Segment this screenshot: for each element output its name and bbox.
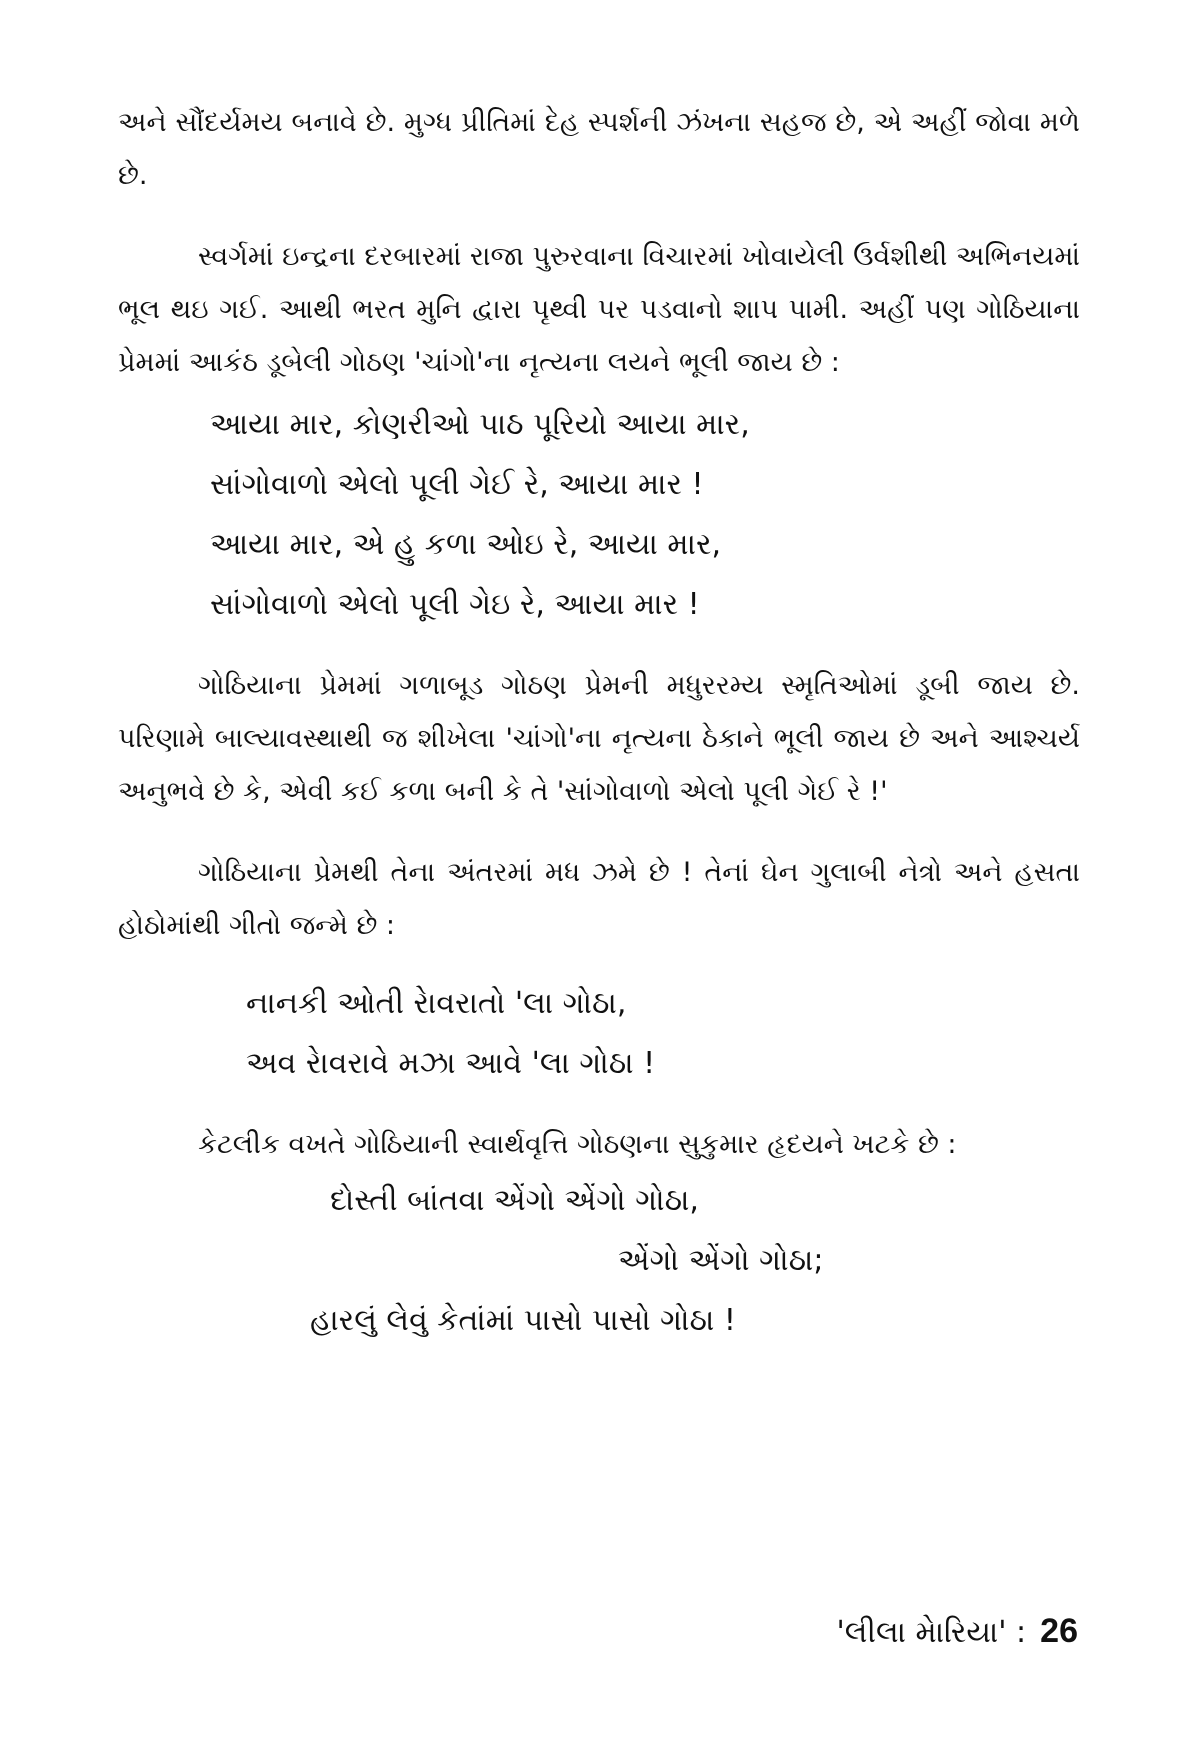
paragraph-4: ગોઠિયાના પ્રેમથી તેના અંતરમાં મધ ઝમે છે ! તેનાં ઘેન ગુલાબી નેત્રો અને હસતા હોઠોમાંથી ગીતો જન્મે છે : [118, 857, 1080, 941]
verse-block-2 [246, 974, 1080, 1094]
verse-line: નાનકી ઓતી રેાવરાતો 'લા ગોઠા, [246, 986, 627, 1021]
document-page [118, 96, 1080, 1351]
page-number: 26 [1040, 1612, 1078, 1650]
verse-block-1 [210, 395, 1080, 635]
spacer [118, 635, 1080, 659]
verse-line: આયા માર, કોણરીઓ પાઠ પૂરિયો આયા માર, [210, 407, 750, 442]
paragraph-1: અને સૌંદર્યમય બનાવે છે. મુગ્ધ પ્રીતિમાં દેહ સ્પર્શની ઝંખના સહજ છે, એ અહીં જોવા મળે છે. [118, 107, 1080, 191]
verse-line: એંગો એંગો ગોઠા; [618, 1243, 824, 1278]
verse-line: સાંગોવાળો એલો પૂલી ગેઈ રે, આયા માર ! [210, 467, 704, 502]
verse-line: આયા માર, એ હુ કળા ઓઇ રે, આયા માર, [210, 527, 722, 562]
verse-line: દોસ્તી બાંતવા એંગો એંગો ગોઠા, [330, 1183, 699, 1218]
source-title: 'લીલા મેારિયા' : [836, 1615, 1027, 1650]
page-footer [836, 1612, 1078, 1651]
spacer [118, 202, 1080, 230]
paragraph-5: કેટલીક વખતે ગોઠિયાની સ્વાર્થવૃત્તિ ગોઠણના સુકુમાર હૃદયને ખટકે છે : [198, 1129, 957, 1160]
spacer [118, 1094, 1080, 1118]
verse-line: અવ રેાવરાવે મઝા આવે 'લા ગોઠા ! [246, 1046, 656, 1081]
verse-line: હારલું લેવું કેતાંમાં પાસો પાસો ગોઠા ! [310, 1303, 736, 1338]
paragraph-2: સ્વર્ગમાં ઇન્દ્રના દરબારમાં રાજા પુરુરવાના વિચારમાં ખોવાયેલી ઉર્વશીથી અભિનયમાં ભૂલ થઇ ગઈ. આથી ભરત મુનિ દ્વારા પૃથ્વી પર પડવાનો શાપ પામી. અહીં પણ ગોઠિયાના પ્રેમમાં આકંઠ ડૂબેલી ગોઠણ 'ચાંગો'ના નૃત્યના લયને ભૂલી જાય છે : [118, 241, 1080, 378]
paragraph-3: ગોઠિયાના પ્રેમમાં ગળાબૂડ ગોઠણ પ્રેમની મધુરરમ્ય સ્મૃતિઓમાં ડૂબી જાય છે. પરિણામે બાલ્યાવસ્થાથી જ શીખેલા 'ચાંગો'ના નૃત્યના ઠેકાને ભૂલી જાય છે અને આશ્ચર્ય અનુભવે છે કે, એવી કઈ કળા બની કે તે 'સાંગોવાળો એલો પૂલી ગેઈ રે !' [118, 670, 1080, 807]
spacer [118, 818, 1080, 846]
verse-line: સાંગોવાળો એલો પૂલી ગેઇ રે, આયા માર ! [210, 587, 700, 622]
verse-block-3 [118, 1171, 1080, 1351]
